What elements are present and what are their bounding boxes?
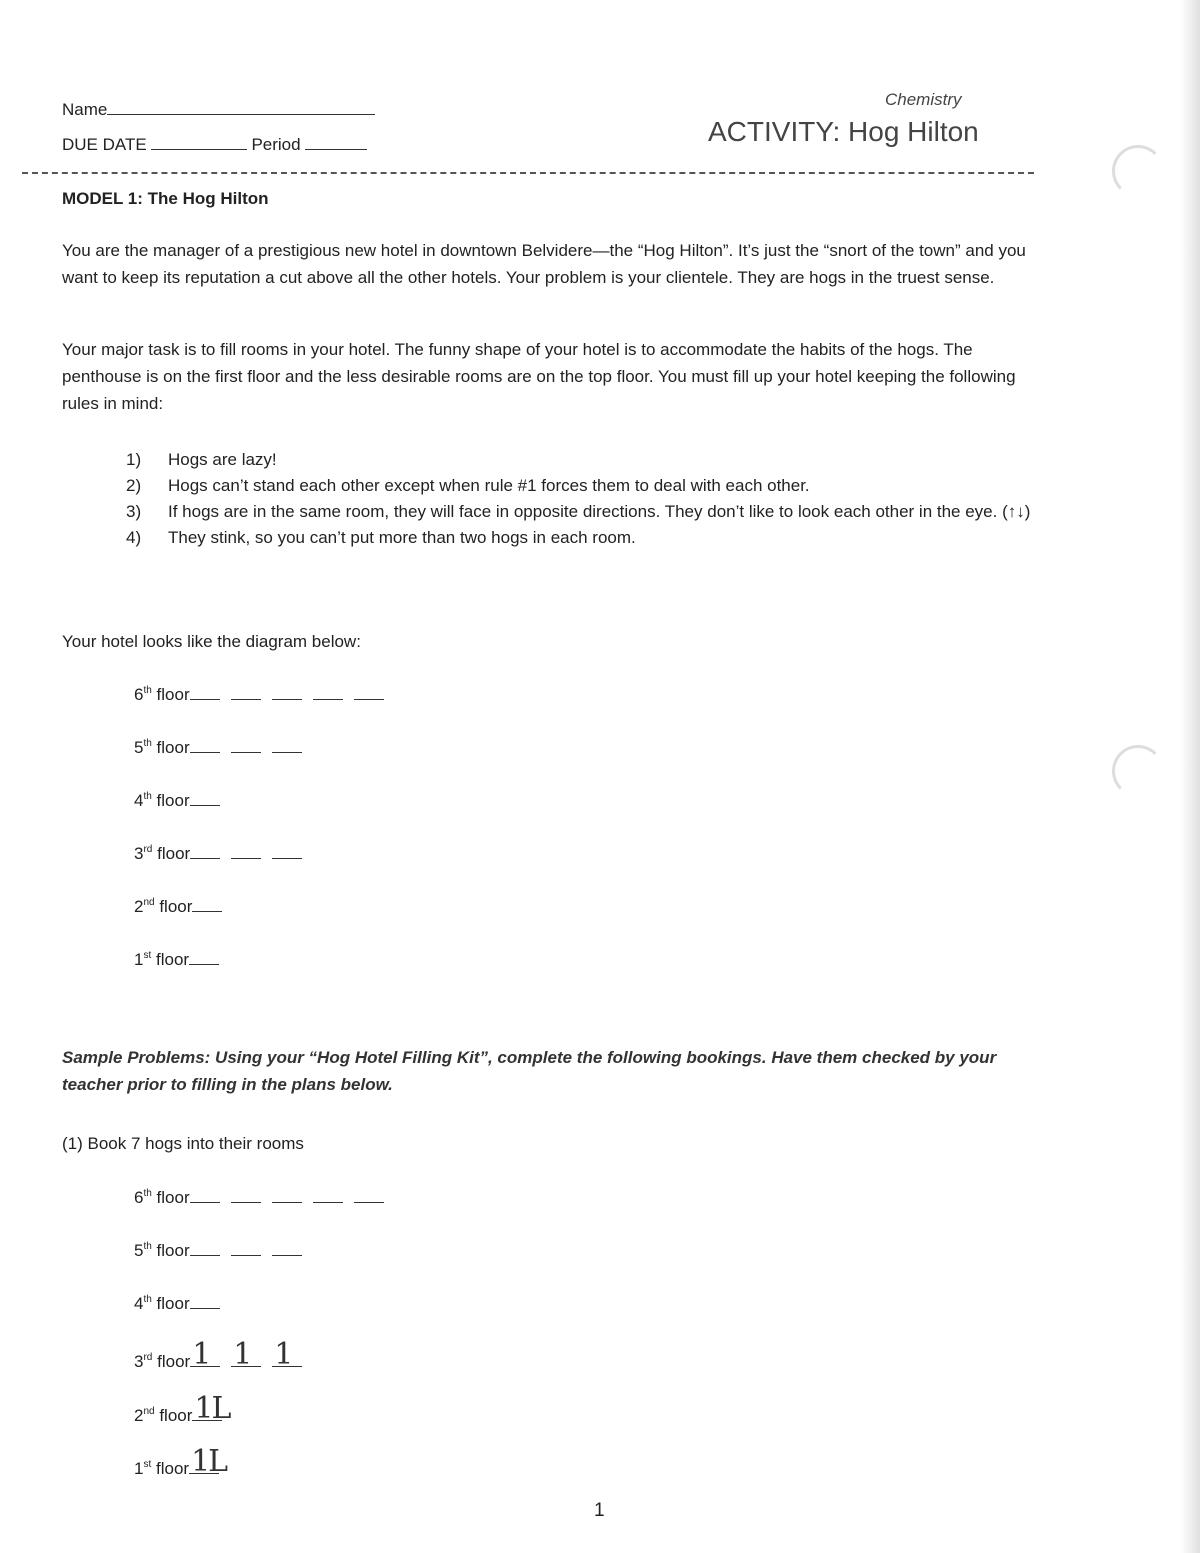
rule-item: 2) Hogs can’t stand each other except when rule #1 forces them to deal with each other.	[126, 476, 810, 495]
diagram-intro: Your hotel looks like the diagram below:	[62, 632, 361, 651]
name-blank[interactable]	[107, 99, 375, 115]
room-slot[interactable]	[354, 683, 384, 700]
room-slot[interactable]	[272, 736, 302, 753]
room-slot[interactable]	[313, 1186, 343, 1203]
rule-item: 1) Hogs are lazy!	[126, 450, 277, 469]
diagram-floor-4: 4th floor	[134, 789, 231, 811]
problem-floor-1: 1st floor 1L	[134, 1444, 227, 1479]
room-slot[interactable]	[272, 683, 302, 700]
room-slot[interactable]	[190, 789, 220, 806]
due-date-field	[62, 134, 367, 155]
punch-hole-top	[1112, 145, 1164, 197]
room-slot-filled[interactable]	[192, 1391, 230, 1426]
room-slot[interactable]	[190, 683, 220, 700]
period-label: Period	[251, 135, 301, 154]
model-heading: MODEL 1: The Hog Hilton	[62, 189, 269, 208]
problem-1-label: (1) Book 7 hogs into their rooms	[62, 1134, 304, 1153]
due-date-label: DUE DATE	[62, 135, 147, 154]
problem-floor-4: 4th floor	[134, 1292, 231, 1314]
problem-floor-5: 5th floor	[134, 1239, 313, 1261]
diagram-floor-2: 2nd floor	[134, 895, 233, 917]
header-divider	[22, 172, 1034, 174]
sample-problems-intro: Sample Problems: Using your “Hog Hotel Filling Kit”, complete the following bookings. Have them checked by your teacher prior to filling in the plans below.	[62, 1048, 997, 1094]
problem-floor-6: 6th floor	[134, 1186, 395, 1208]
room-slot-filled[interactable]	[272, 1337, 302, 1372]
intro-paragraph: You are the manager of a prestigious new hotel in downtown Belvidere—the “Hog Hilton”. It’s just the “snort of the town” and you want to keep its reputation a cut above all the other hotels. Your problem is your clientele. They are hogs in the truest sense.	[62, 241, 1026, 287]
room-slot-filled[interactable]	[189, 1444, 227, 1479]
room-slot[interactable]	[313, 683, 343, 700]
room-slot[interactable]	[231, 1239, 261, 1256]
handwritten-hog-pair: 1L	[191, 1444, 227, 1479]
handwritten-hog: 1	[274, 1337, 292, 1372]
page-edge-shadow	[1180, 0, 1200, 1553]
rules-list	[126, 448, 1056, 552]
punch-hole-middle	[1112, 745, 1164, 797]
room-slot[interactable]	[272, 842, 302, 859]
name-label: Name	[62, 100, 108, 119]
room-slot[interactable]	[231, 683, 261, 700]
room-slot[interactable]	[190, 1186, 220, 1203]
page-number: 1	[594, 1500, 605, 1521]
handwritten-hog: 1	[192, 1337, 210, 1372]
room-slot[interactable]	[272, 1186, 302, 1203]
diagram-floor-6: 6th floor	[134, 683, 395, 705]
room-slot-filled[interactable]	[231, 1337, 261, 1372]
page-title: ACTIVITY: Hog Hilton	[708, 116, 979, 147]
room-slot[interactable]	[354, 1186, 384, 1203]
handwritten-hog: 1	[233, 1337, 251, 1372]
diagram-floor-1: 1st floor	[134, 948, 230, 970]
problem-floor-3: 3rd floor 1 1 1	[134, 1340, 313, 1372]
room-slot[interactable]	[190, 736, 220, 753]
due-date-blank[interactable]	[151, 134, 247, 150]
room-slot[interactable]	[272, 1239, 302, 1256]
handwritten-hog-pair: 1L	[194, 1391, 230, 1426]
room-slot[interactable]	[231, 842, 261, 859]
task-paragraph: Your major task is to fill rooms in your hotel. The funny shape of your hotel is to accommodate the habits of the hogs. The penthouse is on the first floor and the less desirable rooms are on the top floor. You must fill up your hotel keeping the following rules in mind:	[62, 340, 1016, 413]
room-slot[interactable]	[231, 1186, 261, 1203]
rule-item: 4) They stink, so you can’t put more than two hogs in each room.	[126, 528, 636, 547]
subject-label: Chemistry	[885, 90, 962, 109]
room-slot[interactable]	[189, 948, 219, 965]
diagram-floor-5: 5th floor	[134, 736, 313, 758]
room-slot[interactable]	[190, 1239, 220, 1256]
room-slot-filled[interactable]	[190, 1337, 220, 1372]
problem-floor-2: 2nd floor 1L	[134, 1391, 230, 1426]
room-slot[interactable]	[190, 1292, 220, 1309]
diagram-floor-3: 3rd floor	[134, 842, 313, 864]
room-slot[interactable]	[231, 736, 261, 753]
rule-item: 3) If hogs are in the same room, they will face in opposite directions. They don’t like to look each other in the eye. (↑↓)	[126, 502, 1031, 521]
room-slot[interactable]	[190, 842, 220, 859]
room-slot[interactable]	[192, 895, 222, 912]
period-blank[interactable]	[305, 134, 367, 150]
name-field	[62, 99, 375, 120]
